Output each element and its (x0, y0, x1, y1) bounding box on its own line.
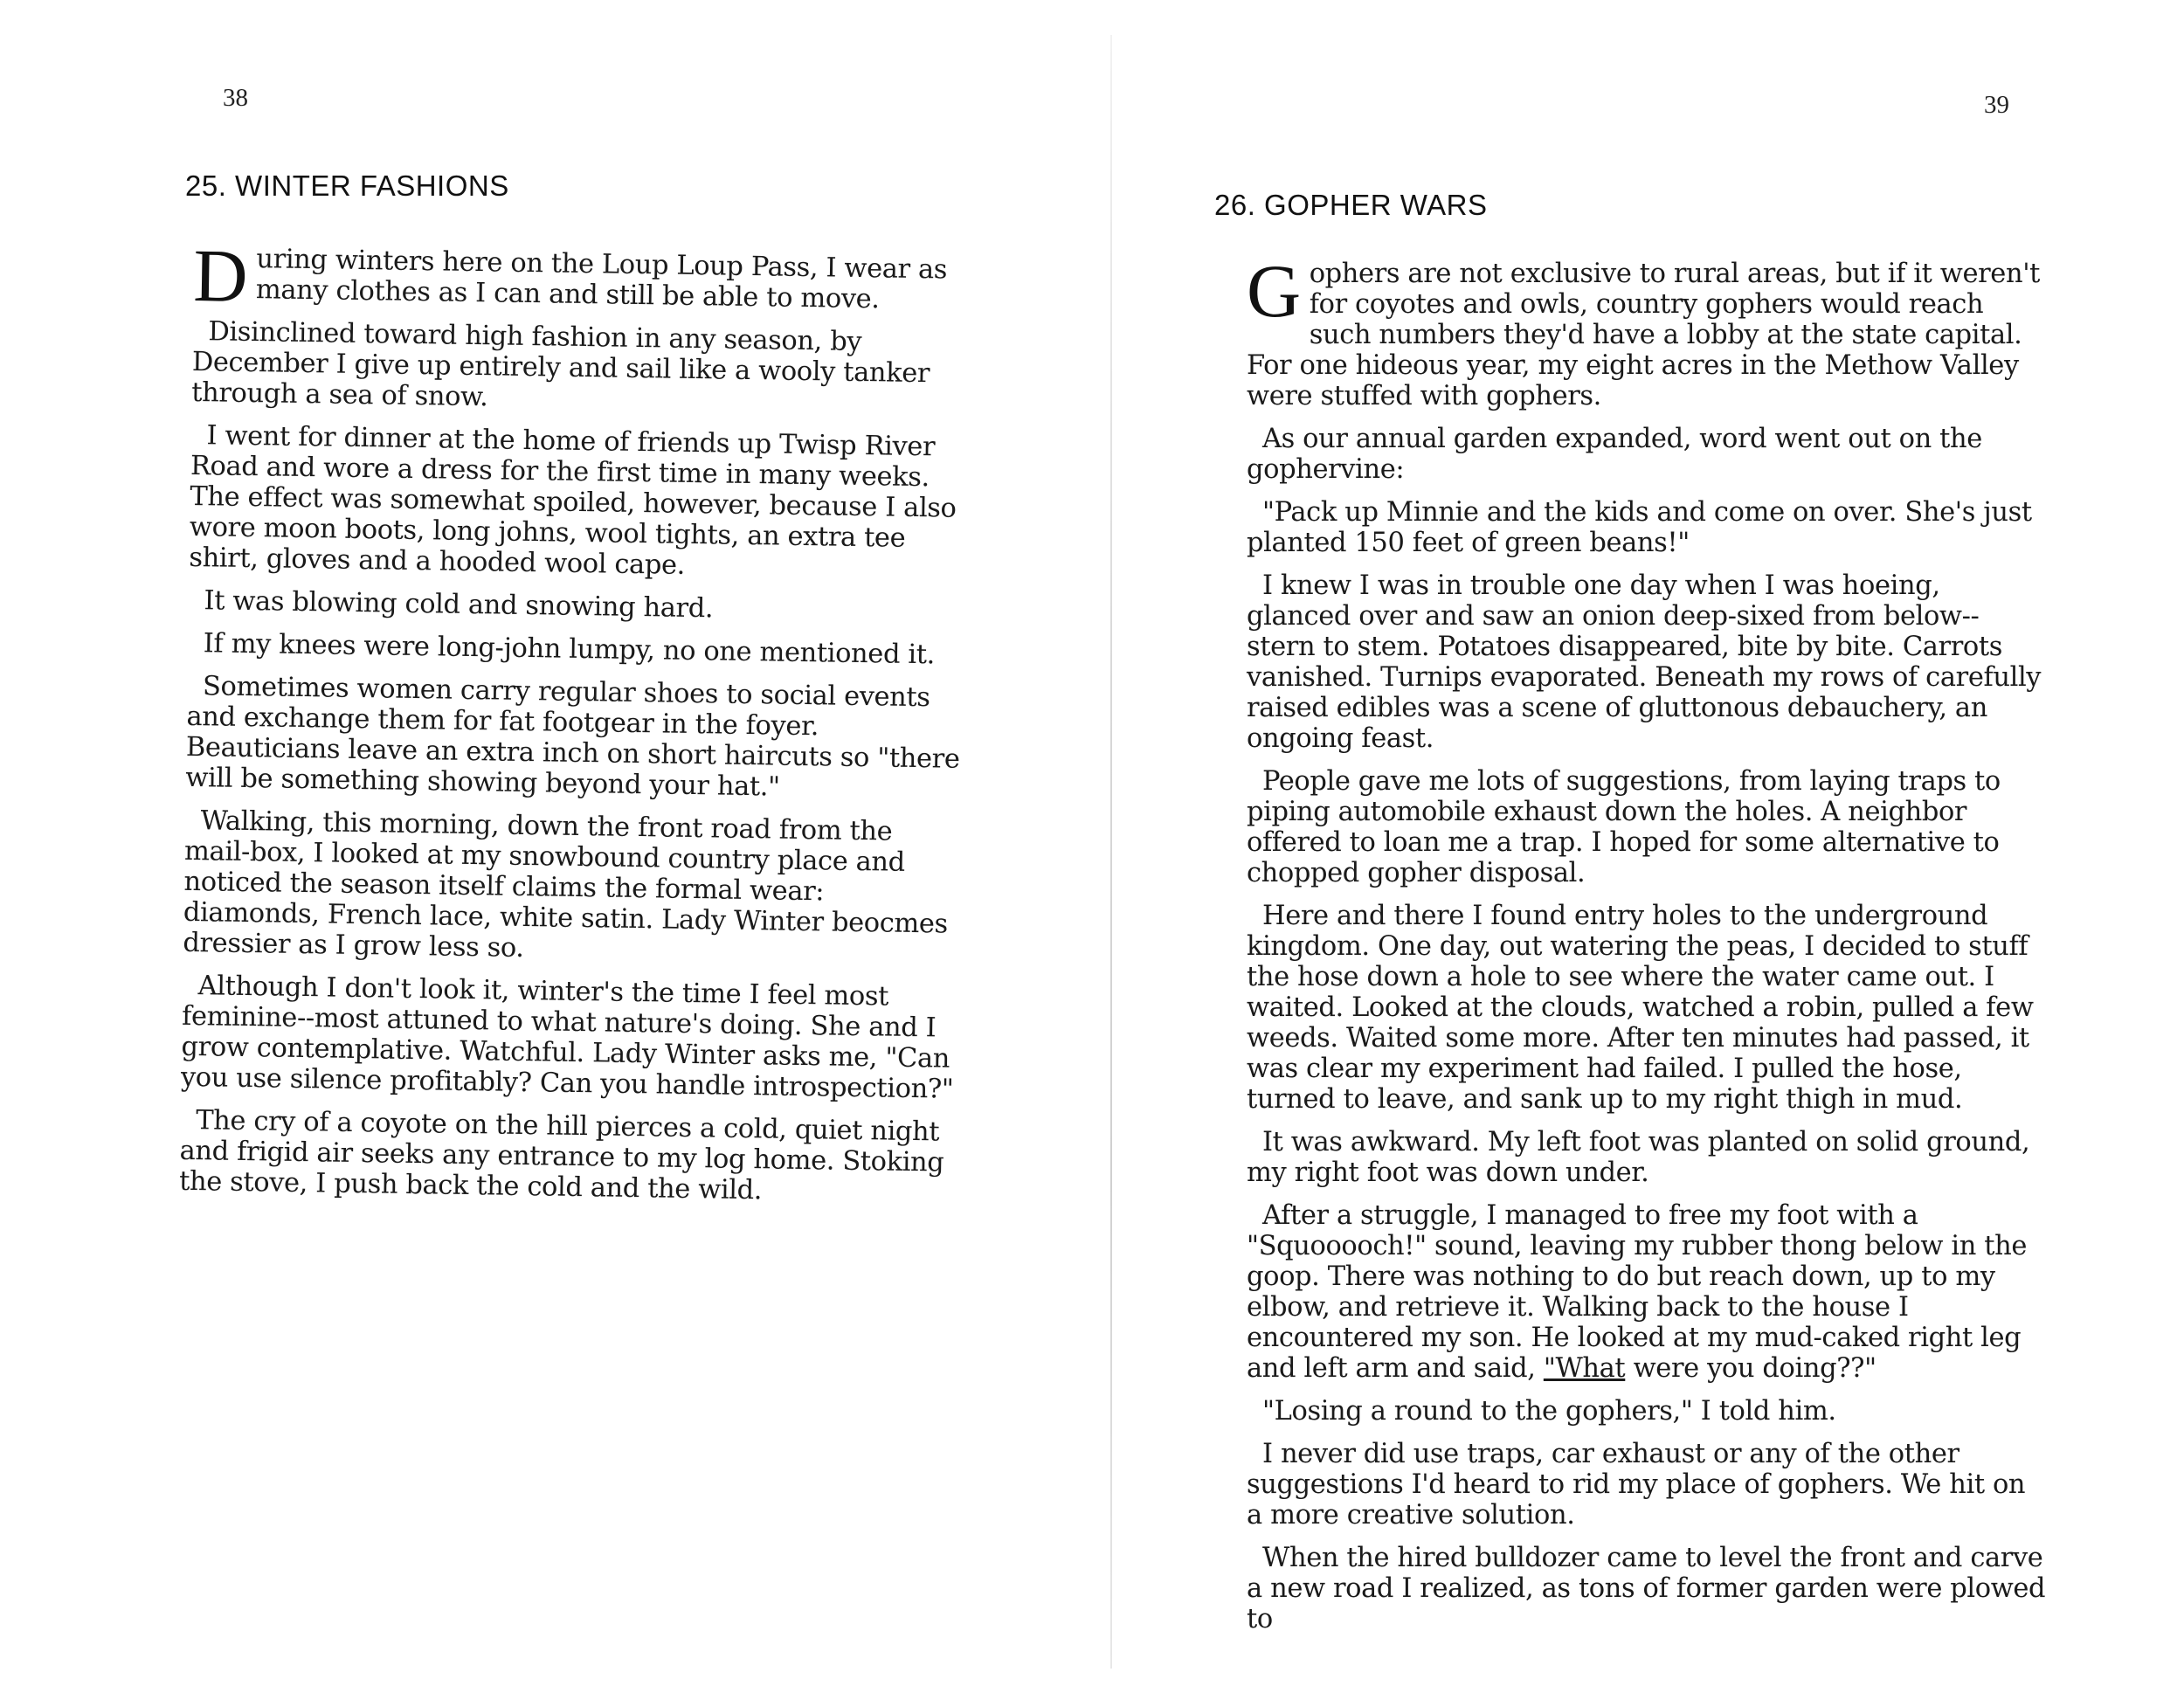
paragraph (192, 233, 971, 318)
chapter-title: 25. WINTER FASHIONS (185, 169, 509, 202)
underlined-word: "What (1543, 1353, 1626, 1384)
paragraph: I never did use traps, car exhaust or any of the other suggestions I'd heard to rid my place of gophers. We hit on a more creative solution. (1247, 1439, 2026, 1531)
paragraph (1247, 249, 2046, 411)
chapter-body (1247, 249, 2046, 1647)
chapter-body (178, 233, 971, 1221)
right-page (1114, 0, 2184, 1686)
paragraph: Disinclined toward high fashion in any season, by December I give up entirely and sail like a wooly tanker through a sea of snow. (191, 316, 930, 413)
paragraph-text: uring winters here on the Loup Loup Pass, I wear as many clothes as I can and still be able to move. (255, 244, 948, 315)
page-number: 38 (223, 84, 248, 112)
paragraph: The cry of a coyote on the hill pierces a cold, quiet night and frigid air seeks any entrance to my log home. Stoking the stove, I push back the cold and the wild. (178, 1105, 944, 1206)
paragraph-text: ophers are not exclusive to rural areas, but if it weren't for coyotes and owls, country gophers would reach such numbers they'd have a lobby at the state capital. For one hideous year, my eight acres in the Methow Valley were stuffed with gophers. (1247, 259, 2041, 411)
paragraph: Sometimes women carry regular shoes to social events and exchange them for fat footgear in the foyer. Beauticians leave an extra inch on short haircuts so "there will be something showing beyond your hat." (185, 671, 960, 803)
paragraph: Walking, this morning, down the front road from the mail-box, I looked at my snowbound country place and noticed the season itself claims the formal wear: diamonds, French lace, white satin. Lady Winter beocmes dressier as I grow less so. (183, 805, 949, 964)
paragraph: It was awkward. My left foot was planted on solid ground, my right foot was down under. (1247, 1127, 2030, 1188)
paragraph: It was blowing cold and snowing hard. (204, 585, 714, 625)
paragraph: People gave me lots of suggestions, from laying traps to piping automobile exhaust down the holes. A neighbor offered to loan me a trap. I hoped for some alternative to chopped gopher disposal. (1247, 766, 2001, 888)
drop-cap: G (1247, 249, 1301, 333)
book-gutter (1110, 35, 1112, 1669)
chapter-title: 26. GOPHER WARS (1214, 189, 1488, 221)
paragraph-text: After a struggle, I managed to free my foot with a "Squooooch!" sound, leaving my rubber thong below in the goop. There was nothing to do but reach down, up to my elbow, and retrieve it. Walking back to the house I encountered my son. He looked at my mud-caked right leg and left arm and said, (1247, 1200, 2028, 1384)
paragraph: "Losing a round to the gophers," I told him. (1262, 1396, 1836, 1427)
drop-cap: D (192, 233, 248, 318)
paragraph: I went for dinner at the home of friends up Twisp River Road and wore a dress for the first time in many weeks. The effect was somewhat spoiled, however, because I also wore moon boots, long johns, wool tights, an extra tee shirt, gloves and a hooded wool cape. (189, 420, 957, 581)
page-number: 39 (1984, 91, 2009, 119)
paragraph: When the hired bulldozer came to level the front and carve a new road I realized, as tons of former garden were plowed to (1247, 1543, 2046, 1634)
paragraph: I knew I was in trouble one day when I was hoeing, glanced over and saw an onion deep-sixed from below--stern to stem. Potatoes disappeared, bite by bite. Carrots vanished. Turnips evaporated. Beneath my rows of carefully raised edibles was a scene of gluttonous debauchery, an ongoing feast. (1247, 570, 2042, 754)
paragraph: As our annual garden expanded, word went out on the gophervine: (1247, 424, 1982, 485)
paragraph (1247, 1200, 2046, 1384)
paragraph: If my knees were long-john lumpy, no one mentioned it. (203, 628, 936, 671)
paragraph-text: were you doing??" (1625, 1353, 1876, 1384)
paragraph: "Pack up Minnie and the kids and come on over. She's just planted 150 feet of green beans!" (1247, 497, 2032, 558)
paragraph: Although I don't look it, winter's the time I feel most feminine--most attuned to what nature's doing. She and I grow contemplative. Watchful. Lady Winter asks me, "Can you use silence profitably? Can you handle introspection?" (180, 971, 954, 1105)
paragraph: Here and there I found entry holes to the underground kingdom. One day, out watering the peas, I decided to stuff the hose down a hole to see where the water came out. I waited. Looked at the clouds, watched a robin, pulled a few weeds. Waited some more. After ten minutes had passed, it was clear my experiment had failed. I pulled the hose, turned to leave, and sank up to my right thigh in mud. (1247, 901, 2034, 1115)
